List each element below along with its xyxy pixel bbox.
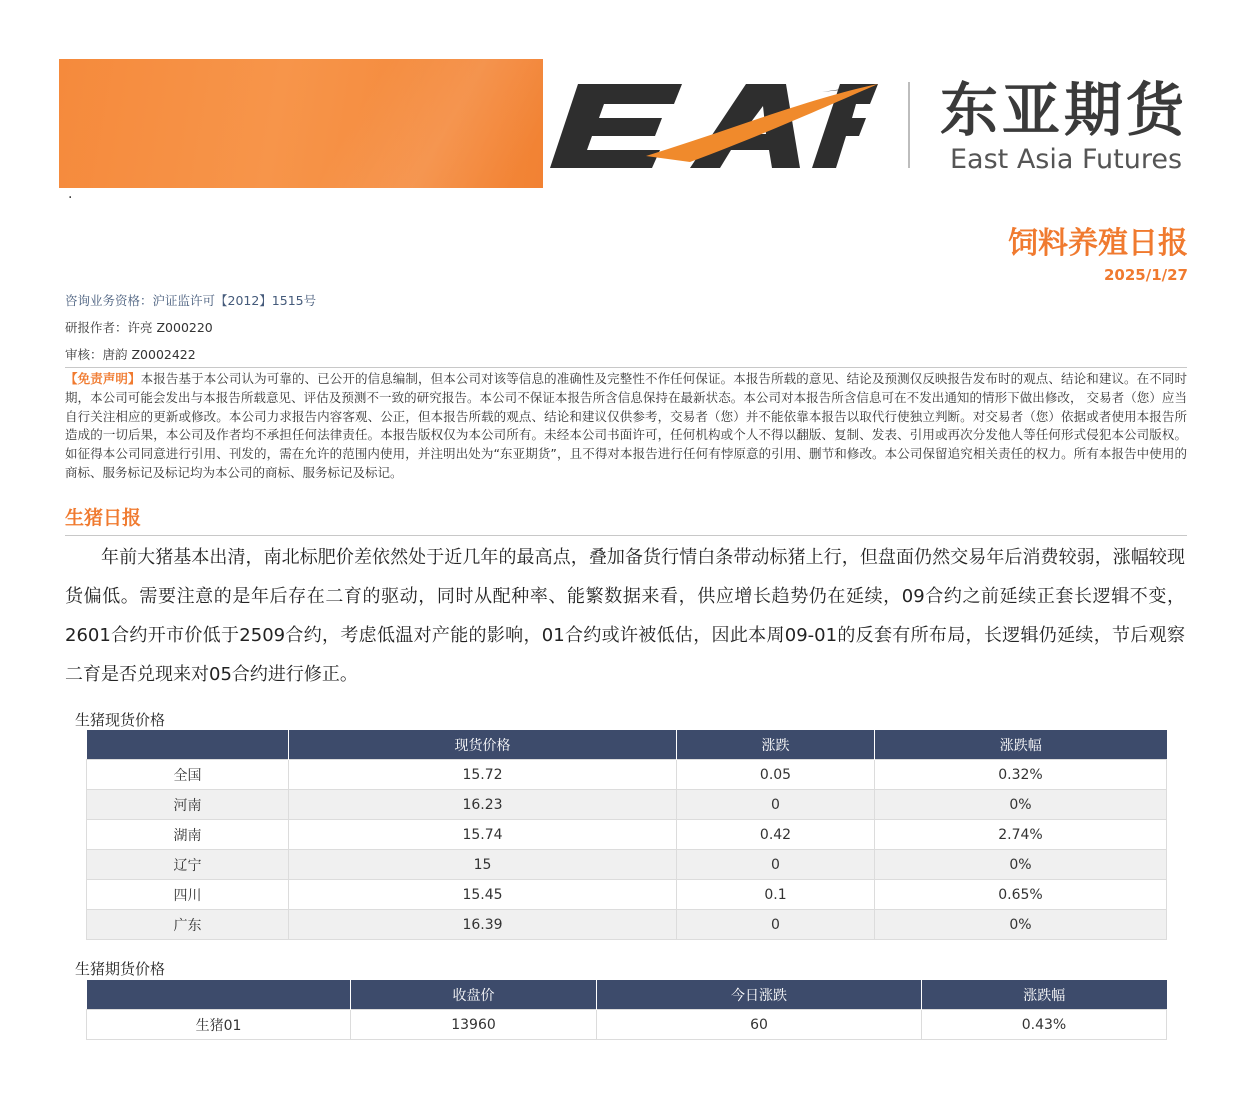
table-cell: 0% bbox=[875, 850, 1167, 880]
table-cell: 辽宁 bbox=[87, 850, 289, 880]
table-cell: 0.42 bbox=[677, 820, 875, 850]
report-date: 2025/1/27 bbox=[1103, 266, 1188, 284]
table-row bbox=[87, 850, 1167, 880]
table-cell: 0.1 bbox=[677, 880, 875, 910]
table-header-row bbox=[87, 980, 1167, 1010]
column-header bbox=[87, 730, 289, 760]
column-header: 收盘价 bbox=[351, 980, 597, 1010]
section-body: 年前大猪基本出清，南北标肥价差依然处于近几年的最高点，叠加备货行情白条带动标猪上行，但盘面仍然交易年后消费较弱，涨幅较现货偏低。需要注意的是年后存在二育的驱动，同时从配种率、能繁数据来看，供应增长趋势仍在延续，09合约之前延续正套长逻辑不变，2601合约开市价低于2509合约，考虑低温对产能的影响，01合约或许被低估，因此本周09-01的反套有所布局，长逻辑仍延续，节后观察二育是否兑现来对05合约进行修正。 bbox=[65, 547, 1185, 685]
table-row bbox=[87, 820, 1167, 850]
section-title: 生猪日报 bbox=[65, 507, 142, 529]
spot-price-table bbox=[86, 730, 1167, 940]
table-cell: 0.43% bbox=[922, 1010, 1167, 1040]
table-cell: 60 bbox=[597, 1010, 922, 1040]
table-cell: 湖南 bbox=[87, 820, 289, 850]
column-header: 今日涨跌 bbox=[597, 980, 922, 1010]
table-row bbox=[87, 790, 1167, 820]
report-title: 饲料养殖日报 bbox=[1008, 226, 1188, 261]
futures-price-table bbox=[86, 980, 1167, 1040]
table-cell: 生猪01 bbox=[87, 1010, 351, 1040]
logo-mark-text: EAF bbox=[550, 70, 552, 71]
logo-name-cn: 东亚期货 bbox=[940, 76, 1189, 144]
spot-table-caption: 生猪现货价格 bbox=[75, 711, 166, 729]
table-cell: 全国 bbox=[87, 760, 289, 790]
license-info: 咨询业务资格：沪证监许可【2012】1515号 bbox=[65, 293, 317, 308]
logo-divider bbox=[908, 82, 910, 168]
reviewer-info: 审核：唐韵 Z0002422 bbox=[65, 347, 196, 362]
table-cell: 0% bbox=[875, 910, 1167, 940]
table-cell: 0.32% bbox=[875, 760, 1167, 790]
table-cell: 15.45 bbox=[289, 880, 677, 910]
table-cell: 15.72 bbox=[289, 760, 677, 790]
table-cell: 16.39 bbox=[289, 910, 677, 940]
disclaimer-text: 本报告基于本公司认为可靠的、已公开的信息编制，但本公司对该等信息的准确性及完整性不作任何保证。本报告所载的意见、结论及预测仅反映报告发布时的观点、结论和建议。在不同时期，本公司可能会发出与本报告所载意见、评估及预测不一致的研究报告。本公司不保证本报告所含信息保持在最新状态。本公司对本报告所含信息可在不发出通知的情形下做出修改， 交易者（您）应当自行关注相应的更新或修改。本公司力求报告内容客观、公正，但本报告所载的观点、结论和建议仅供参考，交易者（您）并不能依靠本报告以取代行使独立判断。对交易者（您）依据或者使用本报告所造成的一切后果，本公司及作者均不承担任何法律责任。本报告版权仅为本公司所有。未经本公司书面许可，任何机构或个人不得以翻版、复制、发表、引用或再次分发他人等任何形式侵犯本公司版权。如征得本公司同意进行引用、刊发的，需在允许的范围内使用，并注明出处为“东亚期货”，且不得对本报告进行任何有悖原意的引用、删节和修改。本公司保留追究相关责任的权力。所有本报告中使用的商标、服务标记及标记均为本公司的商标、服务标记及标记。 bbox=[65, 371, 1187, 480]
table-cell: 15 bbox=[289, 850, 677, 880]
table-cell: 河南 bbox=[87, 790, 289, 820]
table-row bbox=[87, 760, 1167, 790]
table-cell: 0 bbox=[677, 850, 875, 880]
column-header: 现货价格 bbox=[289, 730, 677, 760]
logo-name-en: East Asia Futures bbox=[950, 144, 1183, 175]
column-header: 涨跌幅 bbox=[875, 730, 1167, 760]
table-cell: 0.65% bbox=[875, 880, 1167, 910]
table-cell: 16.23 bbox=[289, 790, 677, 820]
table-header-row bbox=[87, 730, 1167, 760]
table-row bbox=[87, 910, 1167, 940]
divider-line bbox=[65, 367, 1187, 368]
table-cell: 0% bbox=[875, 790, 1167, 820]
table-cell: 四川 bbox=[87, 880, 289, 910]
disclaimer-tag: 【免责声明】 bbox=[65, 371, 141, 386]
author-info: 研报作者：许亮 Z000220 bbox=[65, 320, 213, 335]
table-cell: 0 bbox=[677, 910, 875, 940]
table-cell: 2.74% bbox=[875, 820, 1167, 850]
table-row bbox=[87, 1010, 1167, 1040]
column-header bbox=[87, 980, 351, 1010]
table-row bbox=[87, 880, 1167, 910]
table-cell: 15.74 bbox=[289, 820, 677, 850]
table-cell: 13960 bbox=[351, 1010, 597, 1040]
page-marker: · bbox=[68, 190, 73, 206]
table-cell: 0.05 bbox=[677, 760, 875, 790]
table-cell: 0 bbox=[677, 790, 875, 820]
disclaimer bbox=[65, 370, 1187, 483]
eaf-logo-icon bbox=[550, 70, 1190, 180]
orange-banner bbox=[59, 59, 543, 188]
futures-table-caption: 生猪期货价格 bbox=[75, 960, 166, 978]
section-divider bbox=[65, 535, 1187, 536]
column-header: 涨跌 bbox=[677, 730, 875, 760]
column-header: 涨跌幅 bbox=[922, 980, 1167, 1010]
table-cell: 广东 bbox=[87, 910, 289, 940]
